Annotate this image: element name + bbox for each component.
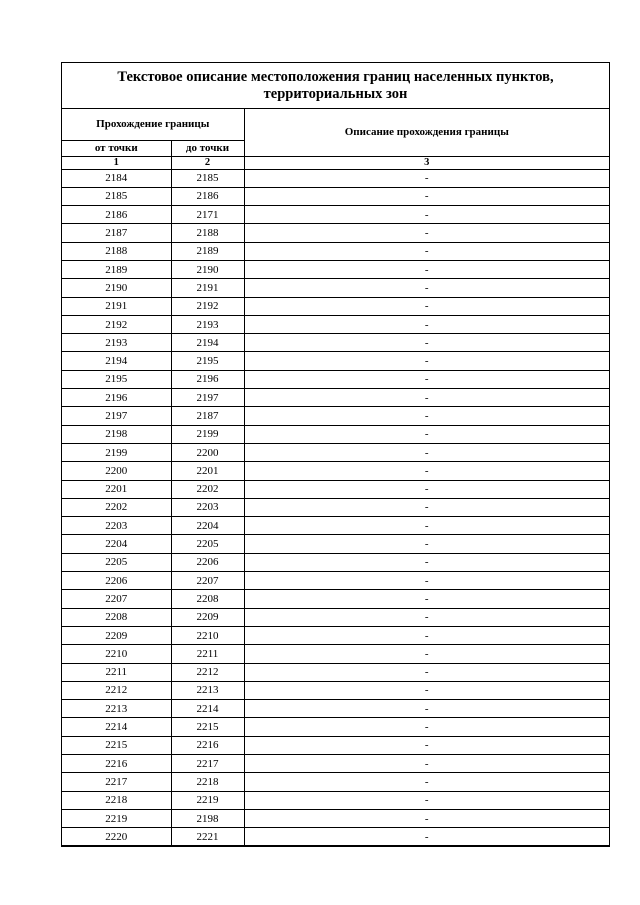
cell-description: - — [244, 498, 609, 516]
cell-to-point: 2194 — [171, 334, 244, 352]
cell-from-point: 2187 — [62, 224, 171, 242]
cell-from-point: 2207 — [62, 590, 171, 608]
cell-from-point: 2188 — [62, 242, 171, 260]
cell-description: - — [244, 791, 609, 809]
cell-to-point: 2202 — [171, 480, 244, 498]
table-row — [62, 389, 609, 407]
header-description: Описание прохождения границы — [244, 109, 609, 156]
cell-from-point: 2211 — [62, 663, 171, 681]
cell-description: - — [244, 700, 609, 718]
cell-description: - — [244, 736, 609, 754]
cell-to-point: 2204 — [171, 517, 244, 535]
cell-to-point: 2189 — [171, 242, 244, 260]
cell-to-point: 2206 — [171, 553, 244, 571]
cell-to-point: 2186 — [171, 187, 244, 205]
cell-description: - — [244, 681, 609, 699]
cell-to-point: 2203 — [171, 498, 244, 516]
cell-description: - — [244, 297, 609, 315]
boundary-description-document — [61, 62, 610, 847]
document-title: Текстовое описание местоположения границ населенных пунктов, территориальных зон — [62, 63, 609, 109]
table-row — [62, 206, 609, 224]
cell-description: - — [244, 553, 609, 571]
table-row — [62, 462, 609, 480]
table-header — [62, 109, 609, 169]
table-row — [62, 608, 609, 626]
header-from-point: от точки — [62, 140, 171, 156]
cell-from-point: 2203 — [62, 517, 171, 535]
cell-to-point: 2221 — [171, 828, 244, 846]
table-row — [62, 553, 609, 571]
cell-from-point: 2196 — [62, 389, 171, 407]
cell-to-point: 2209 — [171, 608, 244, 626]
cell-description: - — [244, 755, 609, 773]
cell-to-point: 2199 — [171, 425, 244, 443]
cell-description: - — [244, 517, 609, 535]
column-number-1: 1 — [62, 156, 171, 169]
cell-to-point: 2210 — [171, 626, 244, 644]
cell-to-point: 2214 — [171, 700, 244, 718]
cell-from-point: 2204 — [62, 535, 171, 553]
cell-to-point: 2171 — [171, 206, 244, 224]
cell-from-point: 2212 — [62, 681, 171, 699]
cell-from-point: 2206 — [62, 572, 171, 590]
table-row — [62, 645, 609, 663]
cell-description: - — [244, 480, 609, 498]
table-row — [62, 700, 609, 718]
cell-description: - — [244, 828, 609, 846]
cell-description: - — [244, 370, 609, 388]
cell-from-point: 2185 — [62, 187, 171, 205]
cell-description: - — [244, 334, 609, 352]
cell-from-point: 2199 — [62, 443, 171, 461]
cell-description: - — [244, 315, 609, 333]
table-body — [62, 169, 609, 846]
cell-description: - — [244, 169, 609, 187]
table-row — [62, 809, 609, 827]
cell-to-point: 2215 — [171, 718, 244, 736]
cell-description: - — [244, 206, 609, 224]
cell-to-point: 2212 — [171, 663, 244, 681]
cell-from-point: 2213 — [62, 700, 171, 718]
table-row — [62, 425, 609, 443]
column-number-3: 3 — [244, 156, 609, 169]
table-row — [62, 773, 609, 791]
cell-from-point: 2208 — [62, 608, 171, 626]
cell-description: - — [244, 535, 609, 553]
cell-description: - — [244, 608, 609, 626]
cell-from-point: 2217 — [62, 773, 171, 791]
cell-from-point: 2197 — [62, 407, 171, 425]
table-row — [62, 370, 609, 388]
table-row — [62, 352, 609, 370]
cell-from-point: 2210 — [62, 645, 171, 663]
bottom-double-rule — [61, 844, 610, 847]
cell-to-point: 2219 — [171, 791, 244, 809]
cell-to-point: 2213 — [171, 681, 244, 699]
cell-from-point: 2205 — [62, 553, 171, 571]
cell-from-point: 2220 — [62, 828, 171, 846]
cell-description: - — [244, 809, 609, 827]
cell-to-point: 2201 — [171, 462, 244, 480]
cell-to-point: 2196 — [171, 370, 244, 388]
table-row — [62, 315, 609, 333]
cell-from-point: 2198 — [62, 425, 171, 443]
table-row — [62, 187, 609, 205]
table-row — [62, 663, 609, 681]
cell-from-point: 2202 — [62, 498, 171, 516]
table-row — [62, 480, 609, 498]
cell-to-point: 2217 — [171, 755, 244, 773]
cell-description: - — [244, 773, 609, 791]
header-to-point: до точки — [171, 140, 244, 156]
cell-description: - — [244, 590, 609, 608]
cell-from-point: 2192 — [62, 315, 171, 333]
cell-to-point: 2187 — [171, 407, 244, 425]
table-row — [62, 681, 609, 699]
cell-from-point: 2191 — [62, 297, 171, 315]
column-number-2: 2 — [171, 156, 244, 169]
cell-from-point: 2190 — [62, 279, 171, 297]
table-row — [62, 590, 609, 608]
cell-from-point: 2201 — [62, 480, 171, 498]
table-row — [62, 517, 609, 535]
cell-description: - — [244, 224, 609, 242]
table-row — [62, 755, 609, 773]
cell-to-point: 2200 — [171, 443, 244, 461]
cell-to-point: 2205 — [171, 535, 244, 553]
cell-to-point: 2190 — [171, 260, 244, 278]
cell-from-point: 2184 — [62, 169, 171, 187]
cell-description: - — [244, 425, 609, 443]
cell-description: - — [244, 242, 609, 260]
cell-from-point: 2218 — [62, 791, 171, 809]
table-row — [62, 498, 609, 516]
cell-from-point: 2195 — [62, 370, 171, 388]
cell-to-point: 2197 — [171, 389, 244, 407]
cell-description: - — [244, 389, 609, 407]
table-row — [62, 242, 609, 260]
cell-from-point: 2209 — [62, 626, 171, 644]
cell-from-point: 2219 — [62, 809, 171, 827]
cell-description: - — [244, 645, 609, 663]
cell-from-point: 2194 — [62, 352, 171, 370]
cell-description: - — [244, 663, 609, 681]
cell-description: - — [244, 279, 609, 297]
table-row — [62, 224, 609, 242]
cell-description: - — [244, 462, 609, 480]
cell-to-point: 2211 — [171, 645, 244, 663]
cell-to-point: 2216 — [171, 736, 244, 754]
boundary-table — [62, 109, 609, 846]
table-row — [62, 718, 609, 736]
header-boundary-passage: Прохождение границы — [62, 109, 244, 140]
cell-from-point: 2215 — [62, 736, 171, 754]
table-row — [62, 260, 609, 278]
table-row — [62, 443, 609, 461]
cell-description: - — [244, 718, 609, 736]
cell-description: - — [244, 187, 609, 205]
cell-description: - — [244, 443, 609, 461]
cell-to-point: 2193 — [171, 315, 244, 333]
table-row — [62, 279, 609, 297]
cell-to-point: 2195 — [171, 352, 244, 370]
table-row — [62, 407, 609, 425]
cell-to-point: 2218 — [171, 773, 244, 791]
cell-description: - — [244, 260, 609, 278]
table-row — [62, 535, 609, 553]
cell-from-point: 2186 — [62, 206, 171, 224]
cell-from-point: 2216 — [62, 755, 171, 773]
table-row — [62, 626, 609, 644]
cell-description: - — [244, 407, 609, 425]
cell-from-point: 2193 — [62, 334, 171, 352]
cell-to-point: 2188 — [171, 224, 244, 242]
table-row — [62, 736, 609, 754]
cell-to-point: 2185 — [171, 169, 244, 187]
table-row — [62, 572, 609, 590]
table-row — [62, 169, 609, 187]
cell-description: - — [244, 626, 609, 644]
cell-to-point: 2198 — [171, 809, 244, 827]
table-row — [62, 297, 609, 315]
cell-to-point: 2192 — [171, 297, 244, 315]
table-row — [62, 334, 609, 352]
cell-from-point: 2189 — [62, 260, 171, 278]
cell-to-point: 2208 — [171, 590, 244, 608]
cell-from-point: 2214 — [62, 718, 171, 736]
cell-to-point: 2191 — [171, 279, 244, 297]
cell-from-point: 2200 — [62, 462, 171, 480]
cell-description: - — [244, 352, 609, 370]
cell-description: - — [244, 572, 609, 590]
cell-to-point: 2207 — [171, 572, 244, 590]
table-row — [62, 791, 609, 809]
